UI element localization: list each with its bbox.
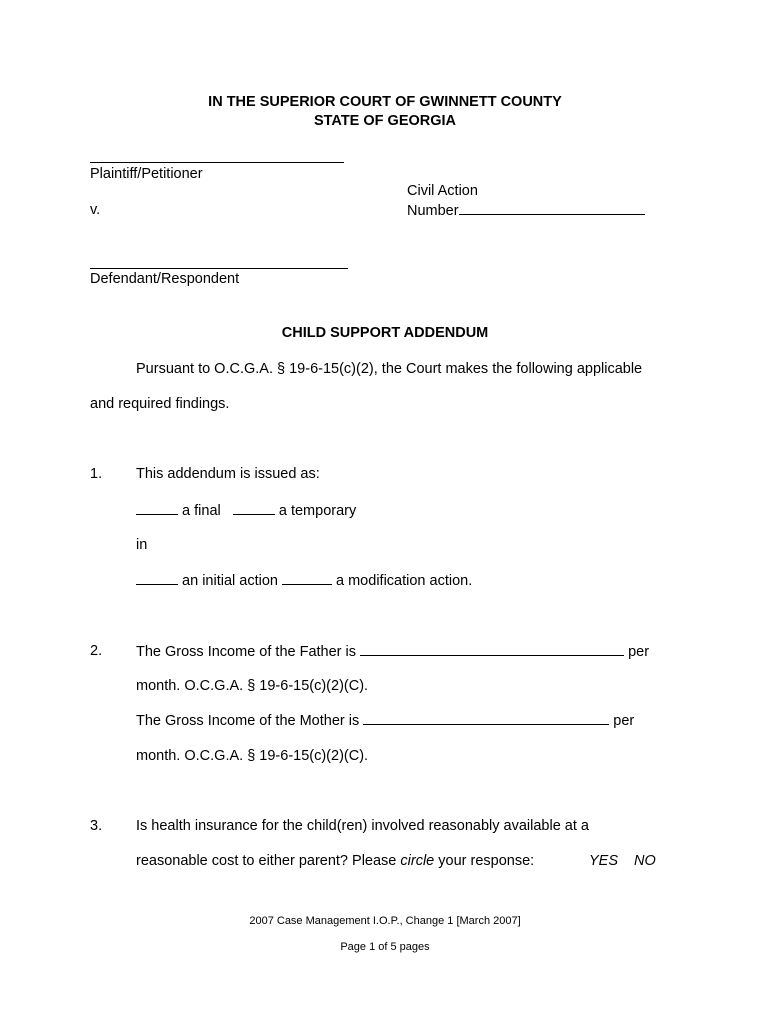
modification-blank[interactable] <box>282 572 332 585</box>
document-title: CHILD SUPPORT ADDENDUM <box>281 325 489 341</box>
civil-action-label: Civil Action <box>407 183 478 199</box>
intro-line-2: and required findings. <box>90 396 230 412</box>
case-number-field <box>407 202 645 219</box>
no-option[interactable] <box>634 853 656 869</box>
case-number-label: Number <box>407 203 459 219</box>
final-blank[interactable] <box>136 502 178 515</box>
mother-income-row <box>136 712 634 729</box>
father-income-label: The Gross Income of the Father is <box>136 644 357 660</box>
no-label: NO <box>634 853 656 869</box>
father-income-row <box>136 643 649 660</box>
mother-income-label: The Gross Income of the Mother is <box>136 713 360 729</box>
mother-income-blank[interactable] <box>363 712 609 725</box>
father-month-cite: month. O.C.G.A. § 19-6-15(c)(2)(C). <box>136 678 369 694</box>
item-2-number: 2. <box>90 643 103 659</box>
final-option: a final <box>182 503 221 519</box>
intro-line-1: Pursuant to O.C.G.A. § 19-6-15(c)(2), the Court makes the following applicable <box>136 361 643 377</box>
initial-action-blank[interactable] <box>136 572 178 585</box>
temporary-blank[interactable] <box>233 502 275 515</box>
yes-label: YES <box>589 853 619 869</box>
temporary-option: a temporary <box>278 503 357 519</box>
plaintiff-signature-line[interactable] <box>90 162 344 163</box>
item-1-number: 1. <box>90 466 103 482</box>
item-1-type-row <box>136 502 356 519</box>
mother-per-label: per <box>613 713 635 729</box>
item-3-number: 3. <box>90 818 103 834</box>
item-3-response-label: your response: <box>438 853 535 869</box>
defendant-signature-line[interactable] <box>90 268 348 269</box>
circle-emphasis: circle <box>400 853 435 869</box>
item-1-text: This addendum is issued as: <box>136 466 320 482</box>
defendant-label: Defendant/Respondent <box>90 271 240 287</box>
case-number-blank[interactable] <box>459 202 645 215</box>
plaintiff-label: Plaintiff/Petitioner <box>90 166 203 182</box>
initial-action-option: an initial action <box>182 573 278 589</box>
modification-option: a modification action. <box>336 573 473 589</box>
versus-label: v. <box>90 202 101 218</box>
yes-option[interactable] <box>589 853 618 869</box>
item-1-in: in <box>136 537 148 553</box>
item-3-line-1: Is health insurance for the child(ren) involved reasonably available at a <box>136 818 589 834</box>
item-3-question: reasonable cost to either parent? Please <box>136 853 397 869</box>
page-number: Page 1 of 5 pages <box>340 941 430 953</box>
item-1-action-row <box>136 572 472 589</box>
item-3-line-2 <box>136 853 534 869</box>
revision-footer: 2007 Case Management I.O.P., Change 1 [March 2007] <box>249 915 521 927</box>
father-income-blank[interactable] <box>360 643 624 656</box>
mother-month-cite: month. O.C.G.A. § 19-6-15(c)(2)(C). <box>136 748 369 764</box>
court-state: STATE OF GEORGIA <box>313 113 457 129</box>
court-name: IN THE SUPERIOR COURT OF GWINNETT COUNTY <box>208 94 562 110</box>
father-per-label: per <box>628 644 650 660</box>
